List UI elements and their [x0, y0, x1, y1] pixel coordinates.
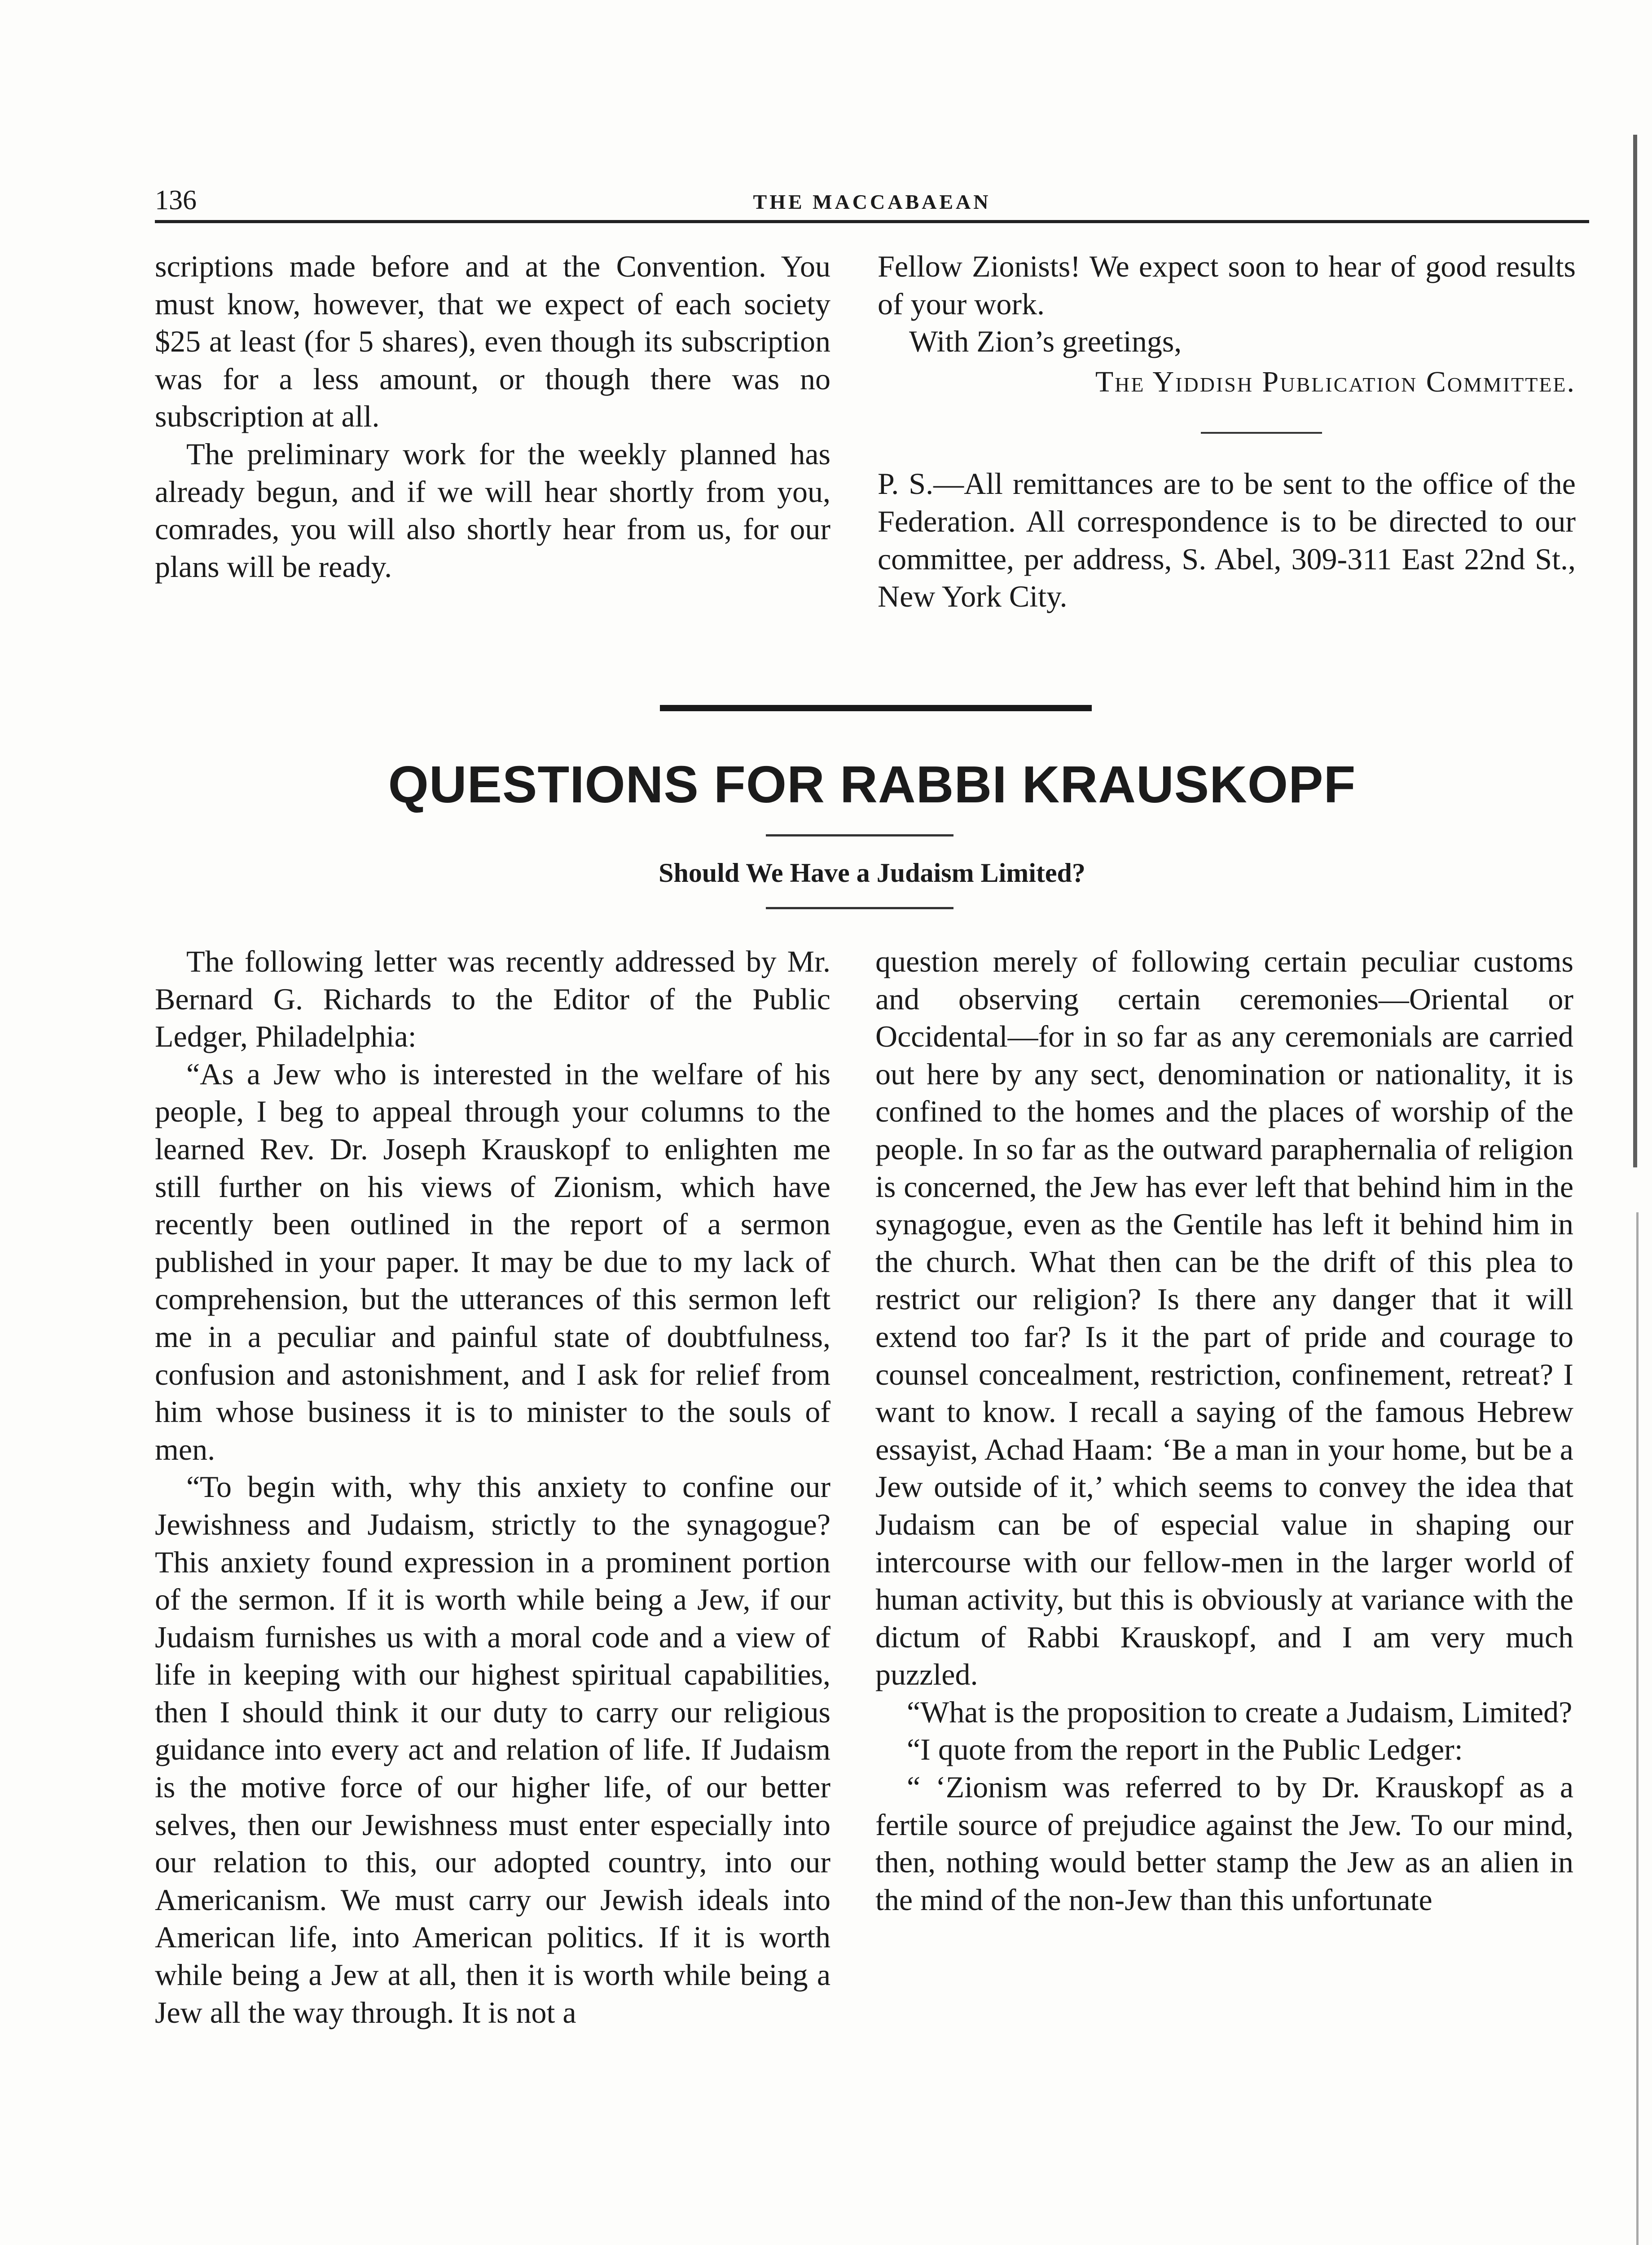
paragraph: “I quote from the report in the Public Ledger: — [907, 1732, 1463, 1767]
top-left-column — [155, 248, 830, 585]
scan-edge-mark — [1633, 135, 1637, 1167]
greeting: With Zion’s greetings, — [909, 324, 1182, 359]
running-head — [155, 180, 1589, 223]
committee-signature: The Yiddish Publication Committee. — [1095, 365, 1576, 398]
scan-edge-mark — [1636, 1212, 1639, 2245]
article-right-column — [875, 943, 1573, 1919]
subtitle-rule — [766, 907, 953, 909]
section-rule — [660, 705, 1092, 711]
paragraph: scriptions made before and at the Convention. You must know, however, that we expect of each society $25 at least (for 5 shares), even though its subscription was for a less amount, or though there was no subscription at all. — [155, 249, 830, 434]
page-number: 136 — [155, 185, 197, 216]
article-title: QUESTIONS FOR RABBI KRAUSKOPF — [388, 755, 1356, 814]
paragraph: “ ‘Zionism was referred to by Dr. Krauskopf as a fertile source of prejudice against the Jew. To our mind, then, nothing would better stamp the Jew as an alien in the mind of the non-Jew than this unfortunate — [875, 1770, 1573, 1917]
article-subtitle: Should We Have a Judaism Limited? — [659, 858, 1085, 888]
paragraph: “As a Jew who is interested in the welfare of his people, I beg to appeal through your columns to the learned Rev. Dr. Joseph Krauskopf to enlighten me still further on his views of Zionism, which have recently been outlined in the report of a sermon published in your paper. It may be due to my lack of comprehension, but the utterances of this sermon left me in a peculiar and painful state of doubtfulness, confusion and astonishment, and I ask for relief from him whose business it is to minister to the souls of men. — [155, 1056, 830, 1466]
postscript: P. S.—All remittances are to be sent to the office of the Federation. All correspondence is to be directed to our committee, per address, S. Abel, 309-311 East 22nd St., New York City. — [878, 467, 1576, 614]
paragraph: “What is the proposition to create a Judaism, Limited? — [907, 1695, 1573, 1729]
paragraph: The following letter was recently addressed by Mr. Bernard G. Richards to the Editor of the Public Ledger, Philadelphia: — [155, 944, 830, 1054]
article-left-column — [155, 943, 830, 2031]
top-right-column — [878, 248, 1576, 616]
closing-text: Fellow Zionists! We expect soon to hear of good results of your work. — [878, 249, 1576, 321]
divider — [1201, 432, 1322, 434]
journal-title: THE MACCABAEAN — [753, 190, 991, 213]
title-rule — [766, 834, 953, 836]
paragraph: question merely of following certain peculiar customs and observing certain ceremonies—Oriental or Occidental—for in so far as any ceremonials are carried out here by any sect, denomination or nationality, it is confined to the homes and the places of worship of the people. In so far as the outward paraphernalia of religion is concerned, the Jew has ever left that behind him in the synagogue, even as the Gentile has left it behind him in the church. What then can be the drift of this plea to restrict our religion? Is there any danger that it will extend too far? Is it the part of pride and courage to counsel concealment, restriction, confinement, retreat? I want to know. I recall a saying of the famous Hebrew essayist, Achad Haam: ‘Be a man in your home, but be a Jew outside of it,’ which seems to convey the idea that Judaism can be of especial value in shaping our intercourse with our fellow-men in the larger world of human activity, but this is obviously at variance with the dictum of Rabbi Krauskopf, and I am very much puzzled. — [875, 944, 1573, 1692]
paragraph: “To begin with, why this anxiety to confine our Jewishness and Judaism, strictly to the synagogue? This anxiety found expression in a prominent portion of the sermon. If it is worth while being a Jew, if our Judaism furnishes us with a moral code and a view of life in keeping with our highest spiritual capabilities, then I should think it our duty to carry our religious guidance into every act and relation of life. If Judaism is the motive force of our higher life, of our better selves, then our Jewishness must enter especially into our relation to this, our adopted country, into our Americanism. We must carry our Jewish ideals into American life, into American politics. If it is worth while being a Jew at all, then it is worth while being a Jew all the way through. It is not a — [155, 1470, 830, 2029]
paragraph: The preliminary work for the weekly planned has already begun, and if we will hear shortly from you, comrades, you will also shortly hear from us, for our plans will be ready. — [155, 436, 830, 584]
